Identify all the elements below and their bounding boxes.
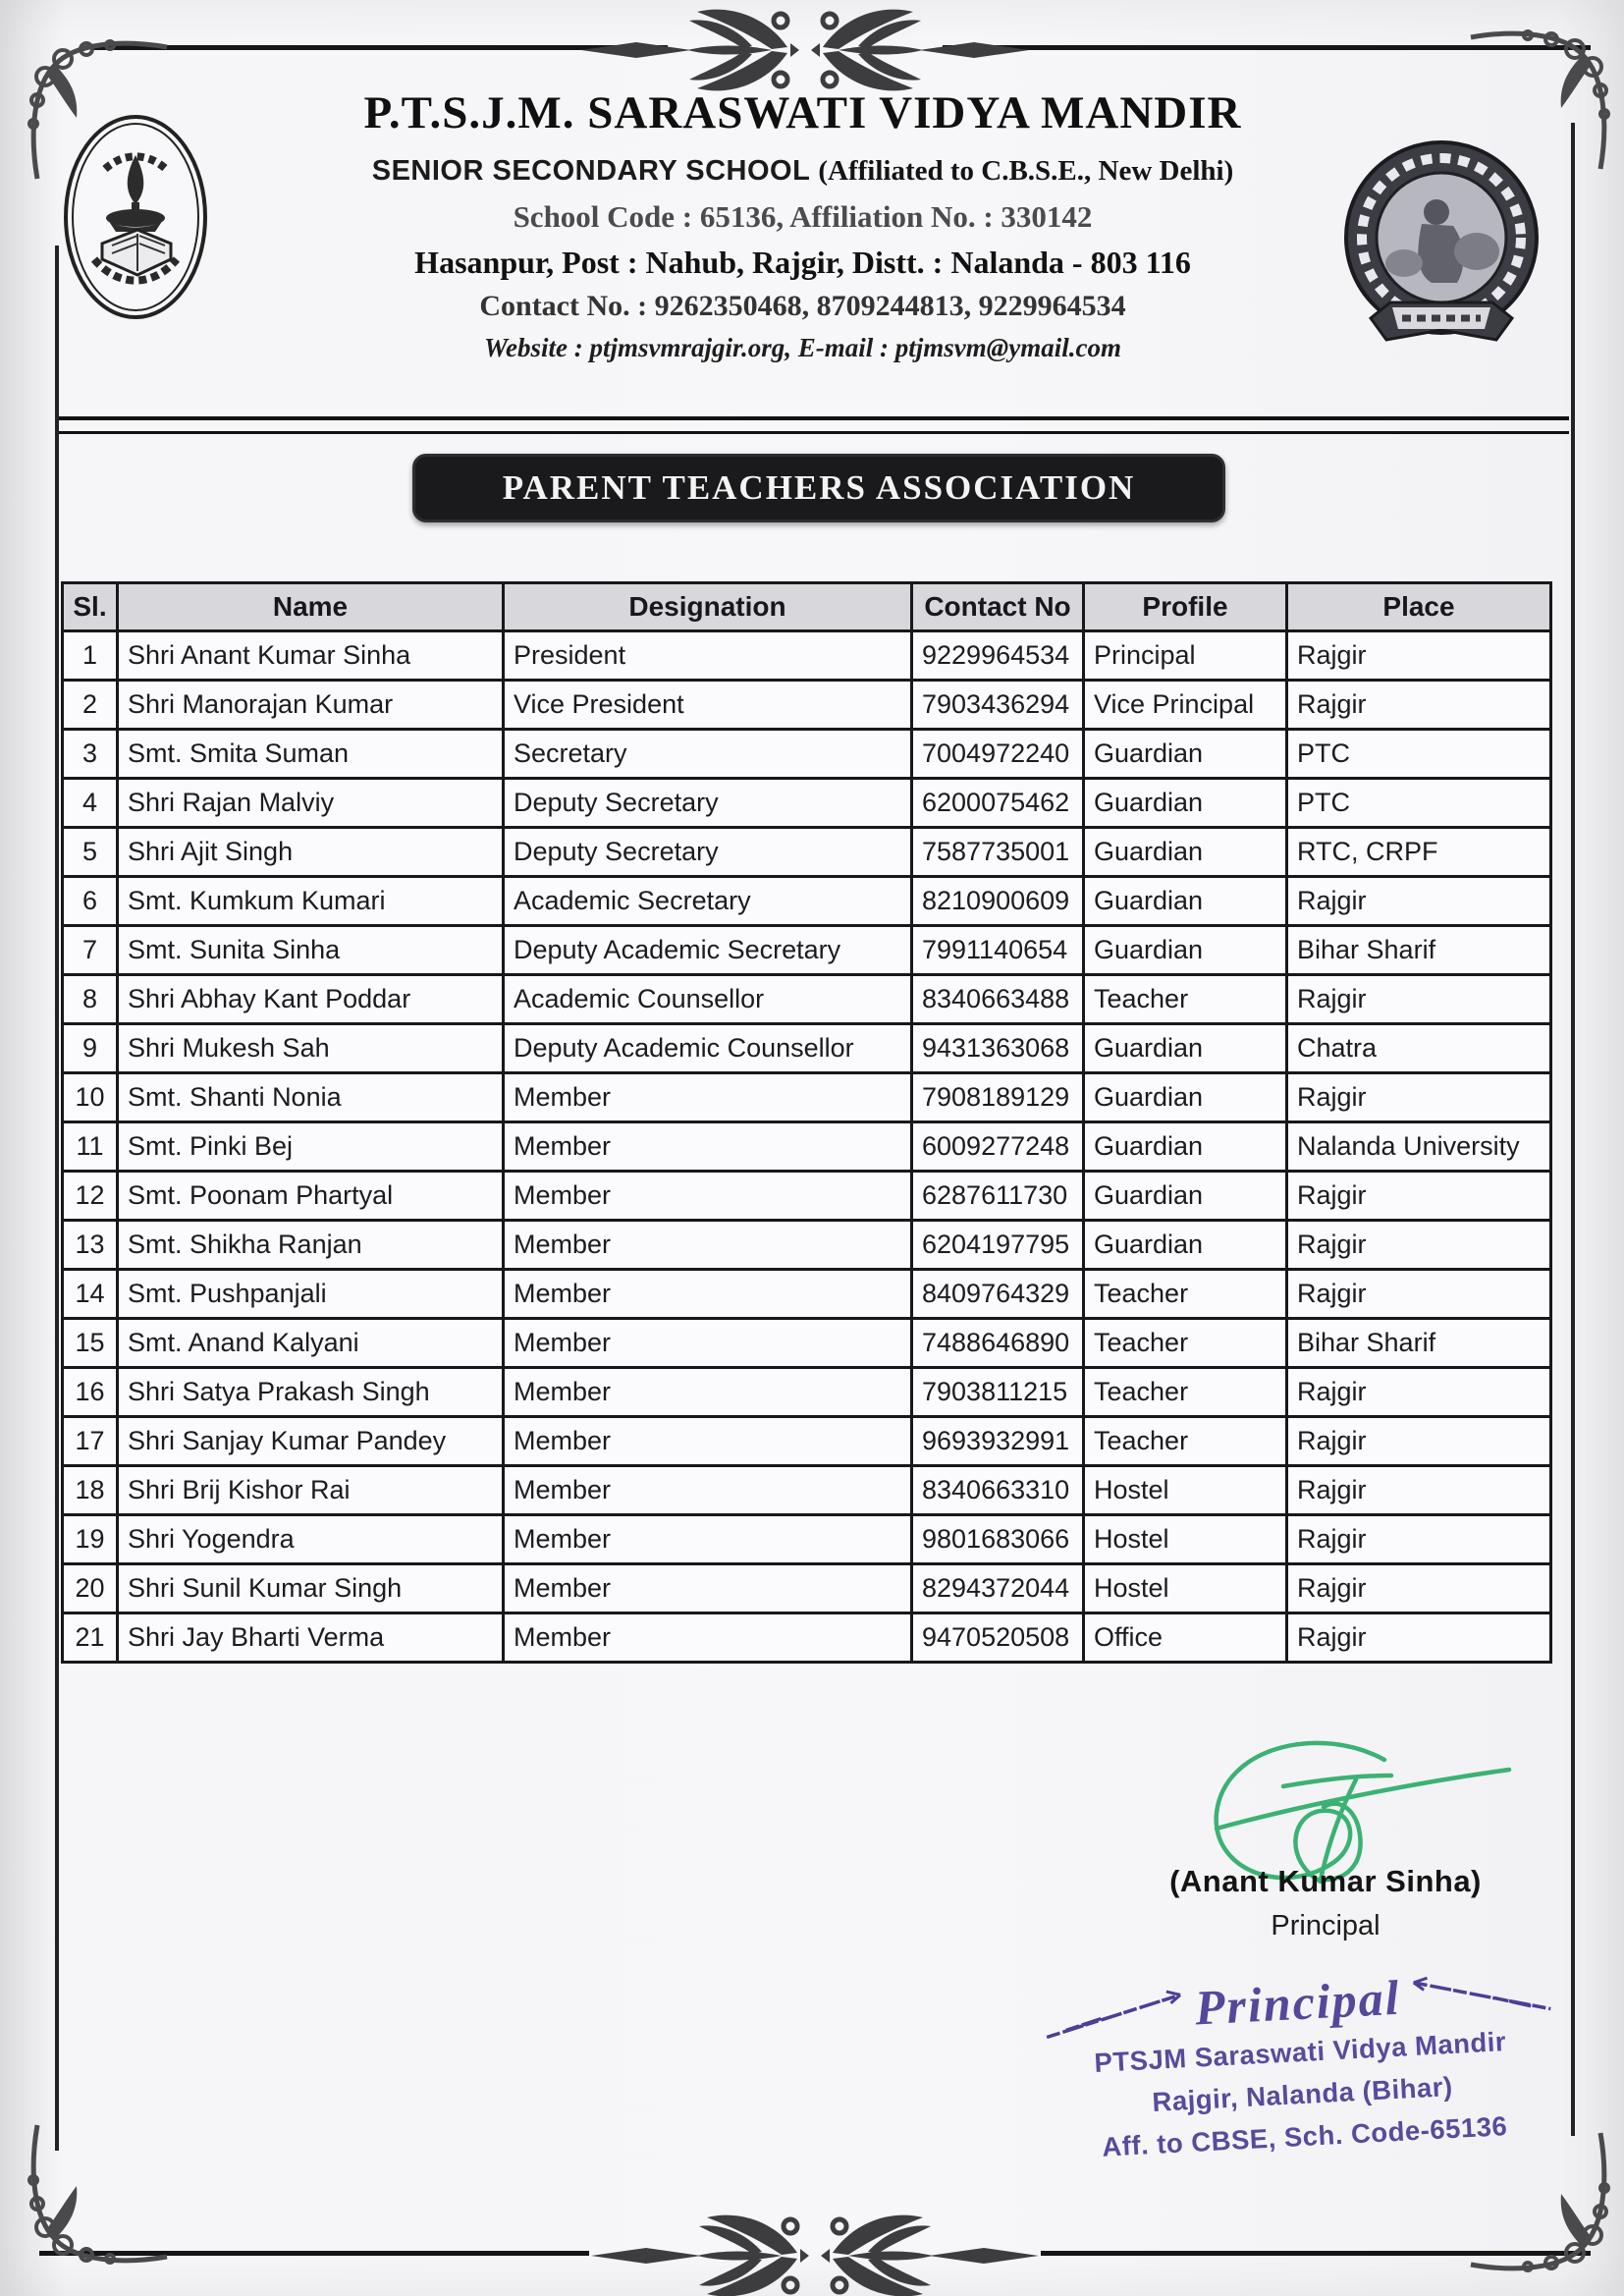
table-cell: Secretary — [504, 730, 912, 779]
table-cell: Deputy Secretary — [504, 779, 912, 828]
table-row — [63, 1417, 1551, 1466]
table-cell: 6200075462 — [912, 779, 1084, 828]
table-row — [63, 1270, 1551, 1319]
signatory-title: Principal — [1271, 1910, 1380, 1941]
table-cell: Smt. Pinki Bej — [118, 1122, 504, 1172]
table-cell: 8340663488 — [912, 975, 1084, 1024]
letterhead — [211, 86, 1394, 363]
table-row — [63, 681, 1551, 730]
table-row — [63, 1122, 1551, 1172]
table-cell: 7004972240 — [912, 730, 1084, 779]
bottom-fleur-ornament — [589, 2212, 1041, 2296]
stamp-script-title: Principal — [1193, 1969, 1402, 2036]
table-cell: Teacher — [1084, 1319, 1287, 1368]
table-cell: Shri Satya Prakash Singh — [118, 1368, 504, 1417]
table-cell: 10 — [63, 1073, 118, 1122]
table-cell: Member — [504, 1122, 912, 1172]
table-cell: Member — [504, 1613, 912, 1663]
table-cell: Member — [504, 1172, 912, 1221]
table-cell: 8 — [63, 975, 118, 1024]
table-cell: 9229964534 — [912, 631, 1084, 681]
table-cell: Shri Manorajan Kumar — [118, 681, 504, 730]
table-cell: 13 — [63, 1221, 118, 1270]
table-cell: Member — [504, 1073, 912, 1122]
table-cell: 7587735001 — [912, 828, 1084, 877]
table-cell: 16 — [63, 1368, 118, 1417]
left-border-rule — [55, 246, 59, 2151]
table-body — [63, 631, 1551, 1663]
table-cell: Rajgir — [1287, 1368, 1551, 1417]
right-border-rule — [1571, 123, 1575, 2136]
table-cell: Vice Principal — [1084, 681, 1287, 730]
table-cell: Member — [504, 1368, 912, 1417]
table-cell: Rajgir — [1287, 1221, 1551, 1270]
table-cell: Guardian — [1084, 779, 1287, 828]
website-line: Website : ptjmsvmrajgir.org, E-mail : ptjmsvm@ymail.com — [484, 333, 1121, 362]
table-cell: Hostel — [1084, 1466, 1287, 1515]
table-cell: Member — [504, 1417, 912, 1466]
table-row — [63, 631, 1551, 681]
table-cell: Academic Counsellor — [504, 975, 912, 1024]
section-banner — [412, 454, 1225, 522]
table-cell: 7488646890 — [912, 1319, 1084, 1368]
table-cell: 12 — [63, 1172, 118, 1221]
banner-title: PARENT TEACHERS ASSOCIATION — [502, 468, 1136, 507]
table-cell: 14 — [63, 1270, 118, 1319]
table-cell: 2 — [63, 681, 118, 730]
table-row — [63, 1613, 1551, 1663]
table-cell: Shri Brij Kishor Rai — [118, 1466, 504, 1515]
table-cell: 6204197795 — [912, 1221, 1084, 1270]
table-cell: 7 — [63, 926, 118, 975]
table-cell: Shri Mukesh Sah — [118, 1024, 504, 1073]
table-cell: 8294372044 — [912, 1564, 1084, 1613]
table-cell: 3 — [63, 730, 118, 779]
table-cell: Smt. Sunita Sinha — [118, 926, 504, 975]
top-fleur-ornament — [579, 6, 1031, 94]
table-cell: 21 — [63, 1613, 118, 1663]
corner-ornament-bottom-left — [24, 2121, 171, 2269]
table-cell: Member — [504, 1221, 912, 1270]
table-cell: Chatra — [1287, 1024, 1551, 1073]
table-cell: Guardian — [1084, 877, 1287, 926]
column-header: Contact No — [912, 583, 1084, 631]
stamp-school-name: PTSJM Saraswati Vidya Mandir — [1093, 2026, 1507, 2078]
column-header: Designation — [504, 583, 912, 631]
table-cell: 7903436294 — [912, 681, 1084, 730]
address-line: Hasanpur, Post : Nahub, Rajgir, Distt. : Nalanda - 803 116 — [414, 245, 1191, 280]
table-cell: Academic Secretary — [504, 877, 912, 926]
table-cell: Shri Jay Bharti Verma — [118, 1613, 504, 1663]
table-cell: Guardian — [1084, 1122, 1287, 1172]
table-cell: 7908189129 — [912, 1073, 1084, 1122]
table-cell: 4 — [63, 779, 118, 828]
column-header: Sl. — [63, 583, 118, 631]
table-cell: Guardian — [1084, 1221, 1287, 1270]
school-type: SENIOR SECONDARY SCHOOL — [371, 155, 811, 187]
school-code-line: School Code : 65136, Affiliation No. : 330142 — [513, 199, 1093, 234]
table-cell: Teacher — [1084, 1270, 1287, 1319]
table-cell: Rajgir — [1287, 1417, 1551, 1466]
table-cell: Teacher — [1084, 975, 1287, 1024]
table-cell: 1 — [63, 631, 118, 681]
table-cell: Nalanda University — [1287, 1122, 1551, 1172]
school-name: P.T.S.J.M. SARASWATI VIDYA MANDIR — [363, 87, 1242, 138]
column-header: Place — [1287, 583, 1551, 631]
table-cell: 9 — [63, 1024, 118, 1073]
table-cell: Hostel — [1084, 1564, 1287, 1613]
table-cell: 6009277248 — [912, 1122, 1084, 1172]
column-header: Name — [118, 583, 504, 631]
table-row — [63, 730, 1551, 779]
table-row — [63, 828, 1551, 877]
table-cell: Smt. Anand Kalyani — [118, 1319, 504, 1368]
table-cell: 11 — [63, 1122, 118, 1172]
table-cell: Teacher — [1084, 1417, 1287, 1466]
table-cell: 17 — [63, 1417, 118, 1466]
table-cell: 19 — [63, 1515, 118, 1564]
table-cell: RTC, CRPF — [1287, 828, 1551, 877]
table-cell: 9693932991 — [912, 1417, 1084, 1466]
table-cell: Rajgir — [1287, 631, 1551, 681]
table-cell: Teacher — [1084, 1368, 1287, 1417]
stamp-location: Rajgir, Nalanda (Bihar) — [1151, 2070, 1454, 2117]
table-cell: Guardian — [1084, 926, 1287, 975]
table-cell: Shri Sanjay Kumar Pandey — [118, 1417, 504, 1466]
table-cell: Shri Anant Kumar Sinha — [118, 631, 504, 681]
table-row — [63, 926, 1551, 975]
contact-line: Contact No. : 9262350468, 8709244813, 9229964534 — [479, 290, 1126, 322]
stamp-flourish-left-icon — [1041, 1983, 1191, 2042]
table-cell: Office — [1084, 1613, 1287, 1663]
table-row — [63, 1368, 1551, 1417]
table-cell: Rajgir — [1287, 1270, 1551, 1319]
table-cell: Rajgir — [1287, 1564, 1551, 1613]
table-cell: Rajgir — [1287, 681, 1551, 730]
table-cell: 6 — [63, 877, 118, 926]
vidya-bharati-logo-icon — [61, 110, 210, 324]
table-cell: 18 — [63, 1466, 118, 1515]
table-cell: Guardian — [1084, 730, 1287, 779]
header-divider — [59, 416, 1569, 434]
table-cell: Guardian — [1084, 1172, 1287, 1221]
table-cell: Shri Ajit Singh — [118, 828, 504, 877]
table-cell: Rajgir — [1287, 975, 1551, 1024]
table-cell: Vice President — [504, 681, 912, 730]
table-cell: 9470520508 — [912, 1613, 1084, 1663]
table-cell: Smt. Pushpanjali — [118, 1270, 504, 1319]
table-cell: Deputy Academic Counsellor — [504, 1024, 912, 1073]
table-row — [63, 1073, 1551, 1122]
stamp-flourish-right-icon — [1405, 1963, 1555, 2022]
table-cell: Shri Yogendra — [118, 1515, 504, 1564]
school-type-line — [211, 155, 1394, 188]
stamp-affiliation: Aff. to CBSE, Sch. Code-65136 — [1101, 2110, 1508, 2162]
table-row — [63, 1024, 1551, 1073]
table-row — [63, 779, 1551, 828]
table-cell: Rajgir — [1287, 1466, 1551, 1515]
table-cell: PTC — [1287, 779, 1551, 828]
table-cell: Shri Abhay Kant Poddar — [118, 975, 504, 1024]
table-row — [63, 1515, 1551, 1564]
table-cell: Member — [504, 1515, 912, 1564]
table-cell: Smt. Kumkum Kumari — [118, 877, 504, 926]
table-cell: PTC — [1287, 730, 1551, 779]
pta-table — [61, 581, 1552, 1664]
table-header-row — [63, 583, 1551, 631]
table-row — [63, 975, 1551, 1024]
table-cell: Guardian — [1084, 1073, 1287, 1122]
table-cell: Member — [504, 1270, 912, 1319]
table-cell: Deputy Secretary — [504, 828, 912, 877]
table-header — [63, 583, 1551, 631]
table-cell: Smt. Shikha Ranjan — [118, 1221, 504, 1270]
column-header: Profile — [1084, 583, 1287, 631]
table-cell: 8340663310 — [912, 1466, 1084, 1515]
table-cell: 9801683066 — [912, 1515, 1084, 1564]
table-cell: Smt. Shanti Nonia — [118, 1073, 504, 1122]
table-cell: Member — [504, 1564, 912, 1613]
table-cell: 7991140654 — [912, 926, 1084, 975]
table-cell: President — [504, 631, 912, 681]
table-cell: Shri Rajan Malviy — [118, 779, 504, 828]
table-cell: Bihar Sharif — [1287, 926, 1551, 975]
table-cell: Guardian — [1084, 828, 1287, 877]
table-row — [63, 1172, 1551, 1221]
table-row — [63, 1564, 1551, 1613]
corner-ornament-bottom-right — [1467, 2129, 1614, 2276]
table-cell: Rajgir — [1287, 877, 1551, 926]
table-cell: 8210900609 — [912, 877, 1084, 926]
table-cell: Shri Sunil Kumar Singh — [118, 1564, 504, 1613]
table-cell: Rajgir — [1287, 1172, 1551, 1221]
table-cell: Member — [504, 1319, 912, 1368]
table-cell: Rajgir — [1287, 1613, 1551, 1663]
principal-stamp — [988, 1958, 1615, 2174]
table-cell: Principal — [1084, 631, 1287, 681]
table-cell: 5 — [63, 828, 118, 877]
table-cell: Rajgir — [1287, 1073, 1551, 1122]
table-cell: 6287611730 — [912, 1172, 1084, 1221]
table-row — [63, 877, 1551, 926]
table-cell: 8409764329 — [912, 1270, 1084, 1319]
table-cell: Hostel — [1084, 1515, 1287, 1564]
signatory-name: (Anant Kumar Sinha) — [1169, 1864, 1482, 1898]
table-cell: Deputy Academic Secretary — [504, 926, 912, 975]
table-cell: Rajgir — [1287, 1515, 1551, 1564]
table-cell: 15 — [63, 1319, 118, 1368]
affiliation-note: (Affiliated to C.B.S.E., New Delhi) — [818, 155, 1234, 187]
table-cell: Member — [504, 1466, 912, 1515]
table-cell: Guardian — [1084, 1024, 1287, 1073]
table-cell: 20 — [63, 1564, 118, 1613]
table-cell: 7903811215 — [912, 1368, 1084, 1417]
table-row — [63, 1319, 1551, 1368]
table-row — [63, 1221, 1551, 1270]
table-cell: Smt. Smita Suman — [118, 730, 504, 779]
table-cell: Smt. Poonam Phartyal — [118, 1172, 504, 1221]
table-row — [63, 1466, 1551, 1515]
table-cell: Bihar Sharif — [1287, 1319, 1551, 1368]
table-cell: 9431363068 — [912, 1024, 1084, 1073]
